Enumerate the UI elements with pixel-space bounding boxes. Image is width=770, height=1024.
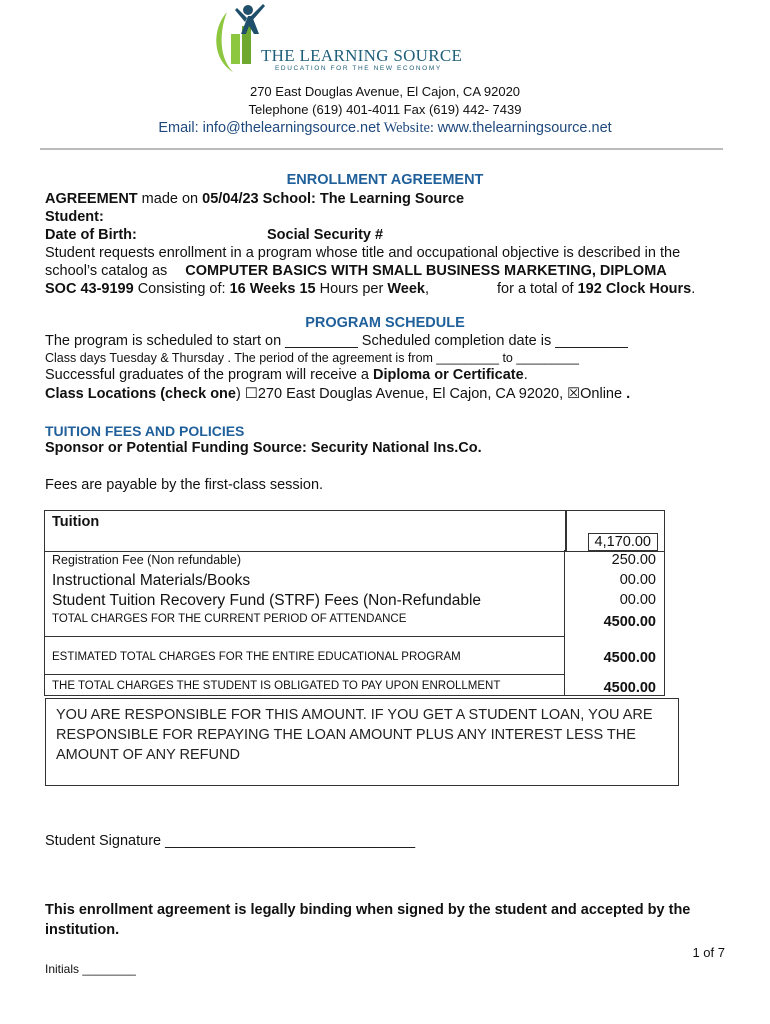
locations-line xyxy=(45,386,630,402)
fee-amount: 4500.00 xyxy=(603,650,656,666)
contact-line xyxy=(0,120,770,137)
logo-emblem-icon xyxy=(205,0,285,82)
total-hours xyxy=(497,281,695,297)
fee-label: Instructional Materials/Books xyxy=(52,572,251,589)
logo-name: THE LEARNING SOURCE xyxy=(261,46,463,65)
location-end: . xyxy=(626,386,631,402)
fee-amount: 00.00 xyxy=(619,572,656,588)
row-divider xyxy=(44,636,564,637)
fee-label: TOTAL CHARGES FOR THE CURRENT PERIOD OF ATTENDANCE xyxy=(52,613,407,625)
catalog-text: school’s catalog as xyxy=(45,263,168,279)
credential: Diploma or Certificate xyxy=(373,367,524,383)
fee-amount: 4500.00 xyxy=(603,680,656,696)
start-text: The program is scheduled to start on _________ Scheduled completion date is _________ xyxy=(45,333,628,349)
email-label: Email: xyxy=(158,120,203,136)
sponsor-text: Sponsor or Potential Funding Source: Security National Ins.Co. xyxy=(45,440,482,456)
page-number: 1 of 7 xyxy=(692,945,725,960)
tuition-title: TUITION FEES AND POLICIES xyxy=(45,423,245,439)
tuition-amount: 4,170.00 xyxy=(588,533,658,551)
program-name: COMPUTER BASICS WITH SMALL BUSINESS MARKETING, DIPLOMA xyxy=(185,263,667,279)
agreement-date: 05/04/23 xyxy=(202,191,259,207)
soc-code: SOC 43-9199 xyxy=(45,281,134,297)
graduates-text: Successful graduates of the program will receive a xyxy=(45,367,374,383)
student-field xyxy=(45,209,104,225)
class-days: Class days Tuesday & Thursday . The period of the agreement is from _________ to _________ xyxy=(45,351,579,365)
fee-amount: 00.00 xyxy=(619,592,656,608)
ssn-field xyxy=(267,227,383,243)
payable-text: Fees are payable by the first-class session. xyxy=(45,477,324,493)
ssn-label: Social Security # xyxy=(267,227,384,243)
header-divider xyxy=(40,148,723,150)
student-label: Student: xyxy=(45,209,104,225)
logo-tagline: EDUCATION FOR THE NEW ECONOMY xyxy=(275,65,442,72)
total-of-text: for a total of xyxy=(497,281,578,297)
student-signature-line[interactable]: Student Signature _______________________________ xyxy=(45,833,416,849)
enrollment-title: ENROLLMENT AGREEMENT xyxy=(286,172,484,188)
made-on-text: made on xyxy=(137,191,203,207)
request-text: Student requests enrollment in a program whose title and occupational objective is described in the xyxy=(45,245,681,261)
graduates-end: . xyxy=(523,367,528,383)
tuition-label: Tuition xyxy=(52,514,100,530)
binding-statement: This enrollment agreement is legally binding when signed by the student and accepted by the institution. xyxy=(45,902,691,938)
comma: , xyxy=(424,281,429,297)
website-link[interactable]: www.thelearningsource.net xyxy=(437,120,612,136)
email-link[interactable]: info@thelearningsource.net xyxy=(202,120,381,136)
fees-table xyxy=(44,510,664,698)
period: . xyxy=(691,281,696,297)
agreement-line xyxy=(45,191,464,207)
initials-line[interactable]: Initials ________ xyxy=(45,962,136,976)
fee-label: Registration Fee (Non refundable) xyxy=(52,553,241,567)
logo xyxy=(205,0,475,82)
schedule-title: PROGRAM SCHEDULE xyxy=(305,315,465,331)
fee-label: ESTIMATED TOTAL CHARGES FOR THE ENTIRE EDUCATIONAL PROGRAM xyxy=(52,651,461,663)
hours-per-text: Hours per xyxy=(315,281,388,297)
close-paren: ) xyxy=(235,386,241,402)
row-divider xyxy=(44,674,564,675)
tuition-label-cell xyxy=(44,510,566,552)
dob-label: Date of Birth: xyxy=(45,227,137,243)
weeks-hours: 16 Weeks 15 xyxy=(229,281,316,297)
column-divider xyxy=(564,550,565,695)
week-text: Week xyxy=(387,281,425,297)
location-online-checkbox[interactable]: ☒Online xyxy=(567,386,627,402)
phone-line: Telephone (619) 401-4011 Fax (619) 442- 7439 xyxy=(248,102,522,117)
consisting-text: Consisting of: xyxy=(133,281,230,297)
catalog-line xyxy=(45,263,667,279)
soc-line xyxy=(45,281,429,297)
graduates-line xyxy=(45,367,528,383)
address-line: 270 East Douglas Avenue, El Cajon, CA 92020 xyxy=(249,84,521,99)
agreement-label: AGREEMENT xyxy=(45,191,138,207)
fee-amount: 4500.00 xyxy=(603,614,656,630)
fee-label: Student Tuition Recovery Fund (STRF) Fees (Non-Refundable xyxy=(52,592,482,609)
check-one-text: (check one xyxy=(156,386,236,402)
locations-label: Class Locations xyxy=(45,386,157,402)
website-label: Website: xyxy=(380,120,438,136)
fee-label: THE TOTAL CHARGES THE STUDENT IS OBLIGATED TO PAY UPON ENROLLMENT xyxy=(52,680,501,692)
fee-amount: 250.00 xyxy=(611,552,656,568)
school-name: School: The Learning Source xyxy=(258,191,465,207)
dob-field xyxy=(45,227,137,243)
responsibility-notice: YOU ARE RESPONSIBLE FOR THIS AMOUNT. IF YOU GET A STUDENT LOAN, YOU ARE RESPONSIBLE FOR REPAYING THE LOAN AMOUNT PLUS ANY INTEREST LESS THE AMOUNT OF ANY REFUND xyxy=(45,698,679,786)
location-onsite-checkbox[interactable]: ☐270 East Douglas Avenue, El Cajon, CA 92020, xyxy=(244,386,568,402)
clock-hours: 192 Clock Hours xyxy=(577,281,692,297)
